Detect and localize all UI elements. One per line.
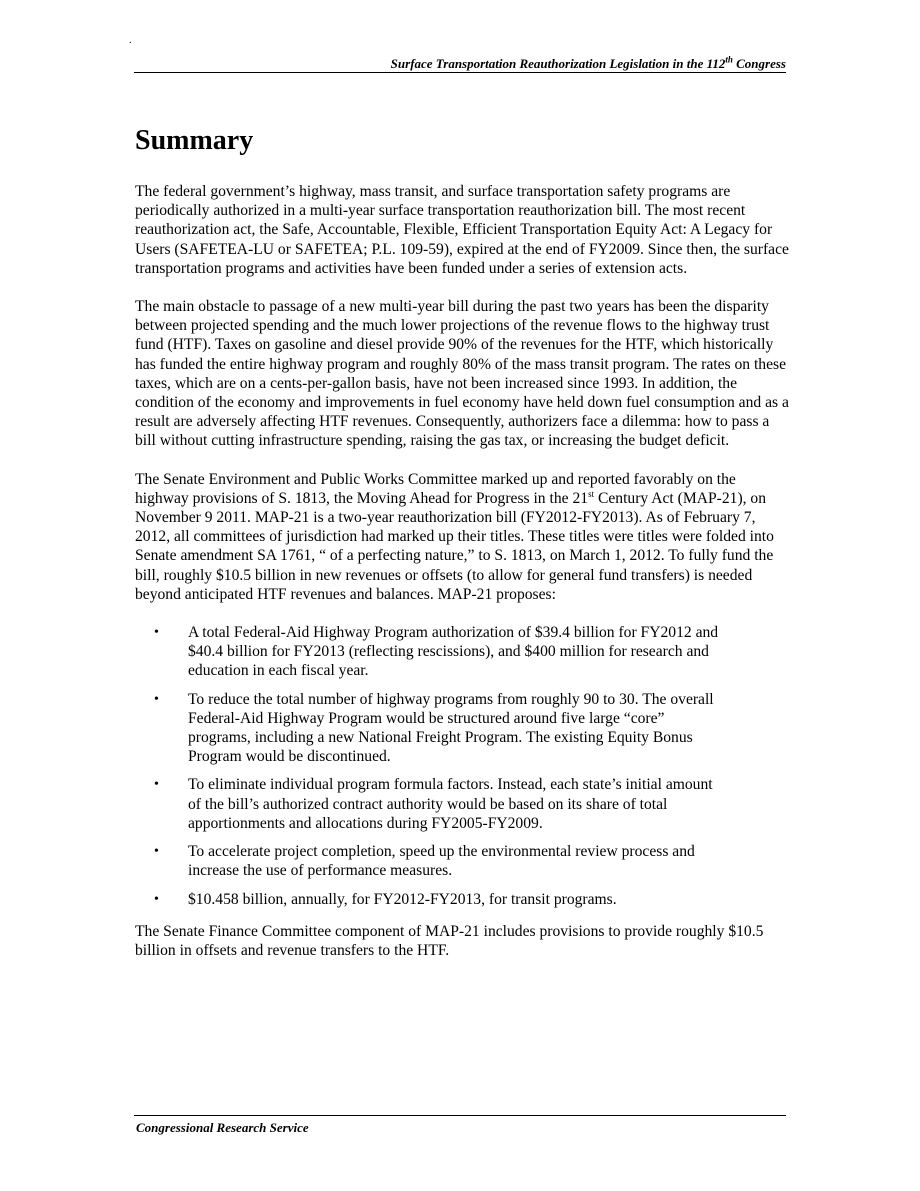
bullet-icon: • [154, 691, 159, 707]
footer-text: Congressional Research Service [136, 1120, 309, 1135]
list-item [135, 690, 728, 767]
corner-mark: . [129, 35, 132, 46]
paragraph-3-superscript: st [588, 488, 595, 499]
list-item [135, 775, 728, 833]
list-item-text: A total Federal-Aid Highway Program authorization of $39.4 billion for FY2012 and $40.4 billion for FY2013 (reflecting rescissions), and $400 million for research and education in each fiscal year. [188, 624, 719, 680]
list-item [135, 623, 728, 681]
bullet-icon: • [154, 891, 159, 907]
bullet-icon: • [154, 625, 159, 641]
running-header-title-end: Congress [732, 56, 786, 71]
paragraph-4: The Senate Finance Committee component of MAP-21 includes provisions to provide roughly $10.5 billion in offsets and revenue transfers to the HTF. [135, 922, 764, 959]
paragraph-3-part-1: The Senate Environment and Public Works Committee marked up and reported favorably on the highway provisions of S. 1813, the Moving Ahead for Progress in the 21 [135, 470, 736, 507]
running-header [134, 56, 786, 72]
proposals-list [135, 623, 790, 909]
bullet-icon: • [154, 844, 159, 860]
paragraph-1: The federal government’s highway, mass transit, and surface transportation safety programs are periodically authorized in a multi-year surface transportation reauthorization bill. The most recent reauthorization act, the Safe, Accountable, Flexible, Efficient Transportation Equity Act: A Legacy for Users (SAFETEA-LU or SAFETEA; P.L. 109-59), expired at the end of FY2009. Since then, the surface transportation programs and activities have been funded under a series of extension acts. [135, 183, 789, 277]
header-rule [134, 72, 786, 73]
summary-heading: Summary [135, 125, 254, 156]
paragraph-3-part-2: Century Act (MAP-21), on November 9 2011. MAP-21 is a two-year reauthorization bill (FY2012-FY2013). As of February 7, 2012, all committees of jurisdiction had marked up their titles. These titles were titles were folded into Senate amendment SA 1761, “ of a perfecting nature,” to S. 1813, on March 1, 2012. To fully fund the bill, roughly $10.5 billion in new revenues or offsets (to allow for general fund transfers) is needed beyond anticipated HTF revenues and balances. MAP-21 proposes: [135, 489, 774, 603]
list-item-text: To eliminate individual program formula factors. Instead, each state’s initial amount of the bill’s authorized contract authority would be based on its share of total apportionments and allocations during FY2005-FY2009. [188, 776, 713, 832]
bullet-icon: • [154, 777, 159, 793]
paragraph-3 [135, 470, 790, 604]
running-header-title: Surface Transportation Reauthorization Legislation in the 112 [390, 56, 726, 71]
list-item [135, 890, 728, 909]
list-item-text: To accelerate project completion, speed up the environmental review process and increase the use of performance measures. [188, 843, 695, 880]
footer-rule [134, 1115, 786, 1116]
list-item [135, 842, 728, 880]
page-content [135, 124, 790, 979]
list-item-text: To reduce the total number of highway programs from roughly 90 to 30. The overall Federal-Aid Highway Program would be structured around five large “core” programs, including a new National Freight Program. The existing Equity Bonus Program would be discontinued. [188, 690, 714, 766]
paragraph-2: The main obstacle to passage of a new multi-year bill during the past two years has been the disparity between projected spending and the much lower projections of the revenue flows to the highway trust fund (HTF). Taxes on gasoline and diesel provide 90% of the revenues for the HTF, which historically has funded the entire highway program and roughly 80% of the mass transit program. The rates on these taxes, which are on a cents-per-gallon basis, have not been increased since 1993. In addition, the condition of the economy and improvements in fuel economy have held down fuel consumption and as a result are adversely affecting HTF revenues. Consequently, authorizers face a dilemma: how to pass a bill without cutting infrastructure spending, raising the gas tax, or increasing the budget deficit. [135, 298, 789, 450]
running-header-superscript: th [725, 54, 733, 65]
list-item-text: $10.458 billion, annually, for FY2012-FY2013, for transit programs. [188, 890, 617, 908]
